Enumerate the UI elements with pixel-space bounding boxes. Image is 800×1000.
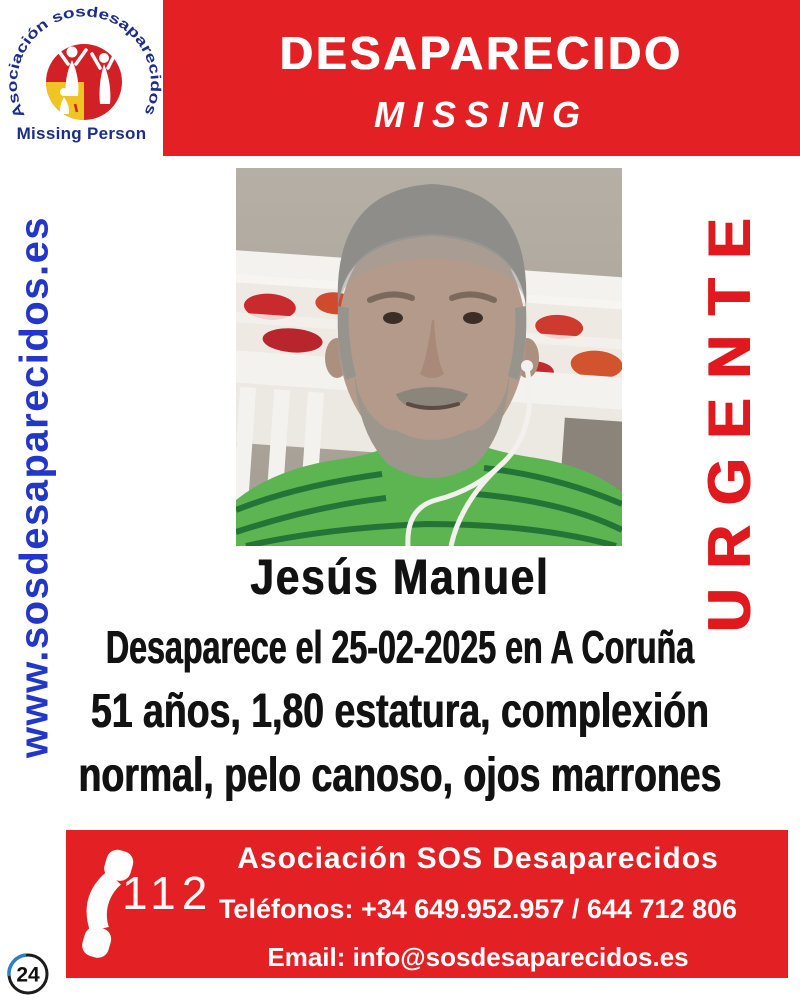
- missing-person-photo: [236, 168, 622, 546]
- description-line-2: normal, pelo canoso, ojos marrones: [78, 749, 722, 802]
- contact-text: [176, 830, 780, 978]
- urgent-vertical-label: URGENTE: [696, 198, 763, 632]
- logo-caption: Missing Person: [16, 124, 147, 143]
- header-banner: [163, 0, 800, 156]
- website-vertical-text: www.sosdesaparecidos.es: [12, 215, 57, 759]
- organization-name: Asociación SOS Desaparecidos: [237, 842, 719, 875]
- association-logo: [0, 0, 163, 160]
- description-line-1: 51 años, 1,80 estatura, complexión: [90, 685, 710, 738]
- photo-illustration: [236, 168, 622, 546]
- contact-banner: [66, 830, 788, 978]
- badge-24: [4, 950, 52, 998]
- logo-arc-text: Asociación sosdesaparecidos: [4, 4, 163, 121]
- emergency-number: 112: [122, 867, 214, 919]
- poster-title: DESAPARECIDO: [279, 27, 684, 79]
- poster-subtitle: MISSING: [373, 94, 589, 135]
- phone-numbers: Teléfonos: +34 649.952.957 / 644 712 806: [218, 894, 738, 924]
- description-lines: [79, 680, 722, 808]
- logo-circle-icon: [46, 44, 122, 120]
- email-address: Email: info@sosdesaparecidos.es: [267, 942, 689, 972]
- person-name: Jesús Manuel: [250, 549, 550, 605]
- disappearance-line: Desaparece el 25-02-2025 en A Coruña: [105, 621, 695, 673]
- badge-24-label: 24: [16, 963, 40, 987]
